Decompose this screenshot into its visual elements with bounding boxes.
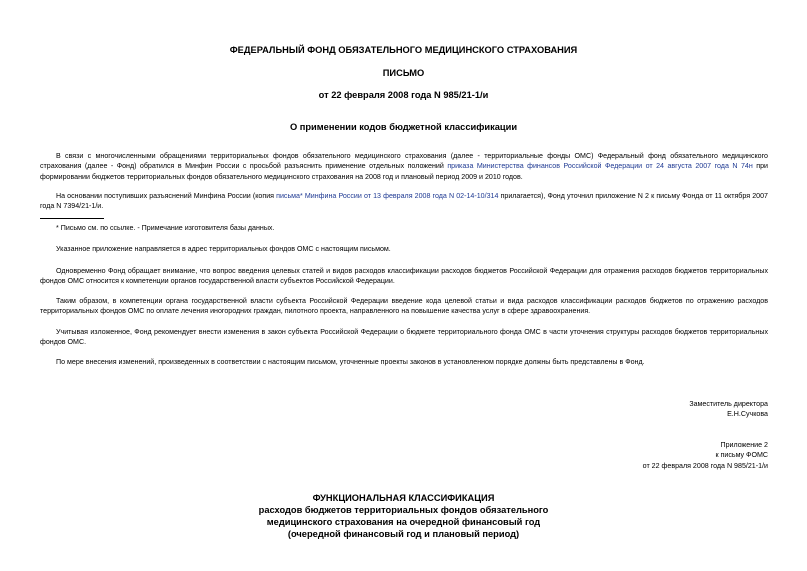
paragraph-4: Одновременно Фонд обращает внимание, что вопрос введения целевых статей и видов расходов классификации расходов бюджетов Российской Федерации для отражения расходов бюджетов территориальных фондов ОМС относится к компетенции органов государственной власти субъектов Российской Федерации. <box>40 267 768 286</box>
doc-type-heading: ПИСЬМО <box>382 68 425 78</box>
paragraph-2 <box>40 191 768 212</box>
appendix-title-line-1: ФУНКЦИОНАЛЬНАЯ КЛАССИФИКАЦИЯ <box>312 493 495 503</box>
date-number-heading: от 22 февраля 2008 года N 985/21-1/и <box>318 90 489 100</box>
order-74n-link[interactable]: приказа Министерства финансов Российской Федерации от 24 августа 2007 года N 74н <box>447 162 753 171</box>
appendix-title <box>0 492 807 540</box>
paragraph-2-text-b: прилагается), Фонд уточнил приложение N 2 к письму Фонда от 11 октября 2007 года N 7394/21-1/и. <box>40 192 768 211</box>
paragraph-6: Учитывая изложенное, Фонд рекомендует внести изменения в закон субъекта Российской Федерации о бюджете территориального фонда ОМС в части уточнения структуры расходов бюджетов территориальных фондов ОМС. <box>40 328 768 347</box>
org-heading: ФЕДЕРАЛЬНЫЙ ФОНД ОБЯЗАТЕЛЬНОГО МЕДИЦИНСКОГО СТРАХОВАНИЯ <box>229 45 578 55</box>
paragraph-2-text-a: На основании поступивших разъяснений Минфина России (копия <box>56 192 277 200</box>
footnote: * Письмо см. по ссылке. - Примечание изготовителя базы данных. <box>56 224 275 232</box>
appendix-title-line-2: расходов бюджетов территориальных фондов обязательного <box>258 505 549 515</box>
minfin-letter-link[interactable]: письма* Минфина России от 13 февраля 2008 года N 02-14-10/314 <box>276 192 499 200</box>
paragraph-7: По мере внесения изменений, произведенных в соответствии с настоящим письмом, уточненные проекты законов в установленном порядке должны быть представлены в Фонд. <box>56 358 645 366</box>
appendix-ref-line-2: к письму ФОМС <box>715 451 768 460</box>
appendix-reference <box>468 440 768 471</box>
paragraph-5: Таким образом, в компетенции органа государственной власти субъекта Российской Федерации введение кода целевой статьи и вида расходов классификации расходов бюджетов по отражению расходов территориальных фондов ОМС по оплате лечения иногородних граждан, пилотного проекта, направленного на повышение качества услуг в сфере здравоохранения. <box>40 297 768 316</box>
appendix-ref-line-3: от 22 февраля 2008 года N 985/21-1/и <box>642 461 768 470</box>
paragraph-1-text-b: при формировании бюджетов территориальных фондов обязательного медицинского страхования на 2008 год и плановый период 2009 и 2010 годов. <box>40 162 768 181</box>
appendix-ref-line-1: Приложение 2 <box>720 441 768 449</box>
signature-block <box>468 399 768 420</box>
paragraph-1-text-a: В связи с многочисленными обращениями территориальных фондов обязательного медицинского страхования (далее - территориальные фонды ОМС) Федеральный фонд обязательного медицинского страхования (далее - Фонд) обратился в Минфин России с просьбой разъяснить применение отдельных положений <box>40 152 768 171</box>
signature-position: Заместитель директора <box>689 400 768 408</box>
footnote-divider <box>40 218 104 219</box>
signature-name: Е.Н.Сучкова <box>727 410 768 419</box>
paragraph-1 <box>40 151 768 182</box>
paragraph-3: Указанное приложение направляется в адрес территориальных фондов ОМС с настоящим письмом. <box>56 245 391 253</box>
appendix-title-line-3: медицинского страхования на очередной финансовый год <box>266 517 541 527</box>
appendix-title-line-4: (очередной финансовый год и плановый период) <box>287 529 520 539</box>
subject-heading: О применении кодов бюджетной классификации <box>289 122 518 132</box>
